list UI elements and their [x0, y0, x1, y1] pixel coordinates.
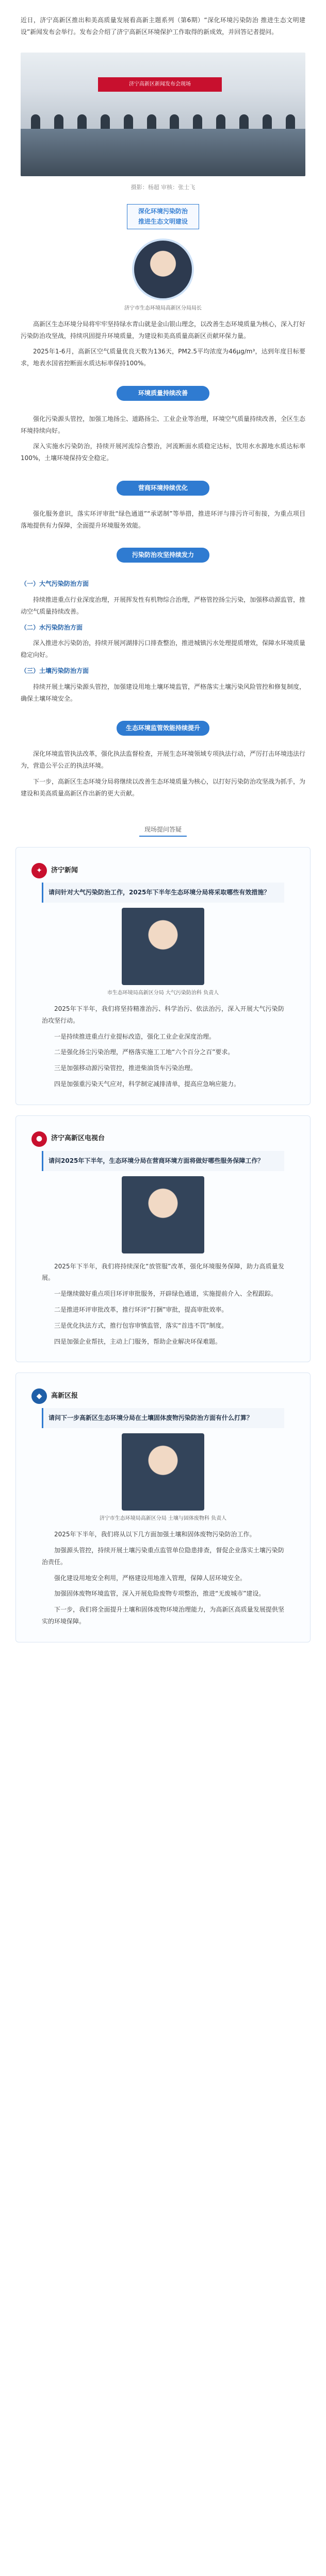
body-paragraph: 深入推进水污染防治，持续开展河湖排污口排查整治，推进城镇污水处理提质增效，保障水环境质量稳定向好。: [21, 639, 306, 659]
section-banner: 生态环境监管效能持续提升: [117, 721, 209, 736]
body-paragraph: 持续开展土壤污染源头管控，加强建设用地土壤环境监管，严格落实土壤污染风险管控和修复制度，确保土壤环境安全。: [21, 683, 306, 702]
answer-paragraph: 下一步，我们将全面提升土壤和固体废物环境治理能力，为高新区高质量发展提供坚实的环境保障。: [42, 1606, 284, 1625]
answer-paragraph: 强化建设用地安全利用，严格建设用地准入管理，保障人居环境安全。: [54, 1574, 247, 1582]
body-section-2: [0, 408, 326, 473]
answer-body: [21, 1523, 305, 1637]
body-paragraph: 强化服务意识，落实环评审批“绿色通道”“承诺制”等举措，推进环评与排污许可衔接，为重点项目落地提供有力保障，全面提升环境服务效能。: [21, 510, 305, 529]
answer-paragraph: 三是加强移动源污染管控，推进柴油货车污染治理。: [54, 1064, 197, 1072]
qa-divider-label: 现场提问答疑: [139, 824, 187, 837]
outlet-name: 济宁新闻: [51, 866, 78, 874]
conference-photo: [21, 53, 305, 176]
body-paragraph: 下一步，高新区生态环境分局将继续以改善生态环境质量为核心，以打好污染防治攻坚战为抓手，为建设和美高质量高新区作出新的更大贡献。: [21, 777, 306, 797]
section-banner: 环境质量持续改善: [117, 386, 209, 401]
outlet-logo-icon: ●: [31, 1131, 47, 1147]
outlet-header: [31, 1131, 295, 1147]
body-paragraph: 深入实施水污染防治，持续开展河流综合整治，河流断面水质稳定达标，饮用水水源地水质达标率100%，土壤环境保持安全稳定。: [21, 443, 305, 462]
outlet-name: 济宁高新区电视台: [51, 1134, 105, 1143]
qa-divider: [0, 824, 326, 837]
answer-body: [21, 998, 305, 1099]
answer-paragraph: 二是强化扬尘污染治理，严格落实施工工地“六个百分之百”要求。: [54, 1048, 234, 1056]
conference-table: [21, 129, 305, 176]
answer-paragraph: 三是优化执法方式，推行包容审慎监管，落实“首违不罚”制度。: [54, 1321, 228, 1329]
answer-paragraph: 2025年下半年，我们将坚持精准治污、科学治污、依法治污，深入开展大气污染防治攻坚行动。: [42, 1005, 284, 1024]
question-text: 请问下一步高新区生态环境分局在土壤固体废物污染防治方面有什么打算？: [42, 1408, 284, 1428]
answer-paragraph: 加强固体废物环境监管，深入开展危险废物专项整治，推进“无废城市”建设。: [54, 1590, 265, 1598]
outlet-logo-icon: ◆: [31, 1388, 47, 1404]
sub-heading: （三）土壤污染防治方面: [21, 667, 89, 674]
body-section-5: [0, 743, 326, 808]
body-section-4: [0, 570, 326, 714]
answer-paragraph: 一是继续做好重点项目环评审批服务，开辟绿色通道，实施提前介入、全程跟踪。: [54, 1290, 278, 1298]
outlet-name: 高新区报: [51, 1392, 78, 1400]
answer-paragraph: 一是持续推进重点行业提标改造，强化工业企业深度治理。: [54, 1032, 216, 1040]
subject-box: [127, 204, 199, 229]
respondent-photo: [122, 1433, 204, 1511]
body-paragraph: 深化环境监管执法改革，强化执法监督检查，开展生态环境领域专项执法行动，严厉打击环境违法行为，营造公平公正的执法环境。: [21, 750, 306, 769]
outlet-header: [31, 863, 295, 878]
qa-card-1: [15, 847, 311, 1105]
body-paragraph: 高新区生态环境分局将牢牢坚持绿水青山就是金山银山理念，以改善生态环境质量为核心，深入打好污染防治攻坚战，持续巩固提升环境质量，为建设和美高质量高新区贡献环保力量。: [21, 320, 306, 340]
speaker-caption: 济宁市生态环境局高新区分局局长: [124, 305, 202, 311]
subject-line-2: 推进生态文明建设: [138, 217, 188, 225]
answer-paragraph: 二是推进环评审批改革，推行环评“打捆”审批，提高审批效率。: [54, 1306, 228, 1313]
outlet-header: [31, 1388, 295, 1404]
section-banner: 污染防治攻坚持续发力: [117, 548, 209, 563]
answer-paragraph: 2025年下半年，我们将从以下几方面加强土壤和固体废物污染防治工作。: [54, 1531, 256, 1538]
body-section-1: [0, 313, 326, 379]
answer-paragraph: 加强源头管控，持续开展土壤污染重点监管单位隐患排查，督促企业落实土壤污染防治责任。: [42, 1546, 284, 1566]
intro-paragraph: 近日，济宁高新区推出和美高质量发展看高新主题系列（第6期）“深化环境污染防治 推进生态文明建设”新闻发布会举行。发布会介绍了济宁高新区环境保护工作取得的新成效，并回答记者提问。: [21, 16, 305, 36]
body-paragraph: 强化污染源头管控，加强工地扬尘、道路扬尘、工业企业等治理，环境空气质量持续改善，全区生态环境持续向好。: [21, 415, 306, 434]
answer-paragraph: 四是加强企业帮扶，主动上门服务，帮助企业解决环保难题。: [54, 1337, 222, 1345]
question-text: 请问2025年下半年，生态环境分局在营商环境方面将做好哪些服务保障工作？: [42, 1151, 284, 1171]
question-text: 请问针对大气污染防治工作，2025年下半年生态环境分局将采取哪些有效措施？: [42, 883, 284, 903]
speaker-avatar: [132, 239, 194, 300]
subject-line-1: 深化环境污染防治: [138, 208, 188, 215]
sub-heading: （二）水污染防治方面: [21, 623, 83, 631]
outlet-logo-icon: ✦: [31, 863, 47, 878]
qa-card-3: [15, 1372, 311, 1642]
answer-paragraph: 2025年下半年，我们将持续深化“放管服”改革，强化环境服务保障，助力高质量发展。: [42, 1262, 284, 1282]
answer-paragraph: 四是加强重污染天气应对，科学制定减排清单，提高应急响应能力。: [54, 1080, 240, 1088]
section-banner: 营商环境持续优化: [117, 481, 209, 496]
photo-caption: 摄影：杨超 审核：张士飞: [131, 183, 195, 191]
conference-banner: 济宁高新区新闻发布会现场: [98, 77, 222, 92]
body-section-3: [0, 503, 326, 541]
respondent-caption: 市生态环境局高新区分局 大气污染防治科 负责人: [107, 990, 219, 996]
respondent-caption: 济宁市生态环境局高新区分局 土壤与固体废物科 负责人: [99, 1516, 227, 1522]
answer-body: [21, 1256, 305, 1357]
body-paragraph: 持续推进重点行业深度治理，开展挥发性有机物综合治理，严格管控扬尘污染，加强移动源监管，推动空气质量持续改善。: [21, 596, 306, 615]
sub-heading: （一）大气污染防治方面: [21, 580, 89, 588]
qa-card-2: [15, 1115, 311, 1363]
body-paragraph: 2025年1-6月，高新区空气质量优良天数为136天，PM2.5平均浓度为46μg/m³，达到年度目标要求，地表水国省控断面水质达标率保持100%。: [21, 348, 305, 367]
respondent-photo: [122, 908, 204, 985]
respondent-photo: [122, 1176, 204, 1253]
